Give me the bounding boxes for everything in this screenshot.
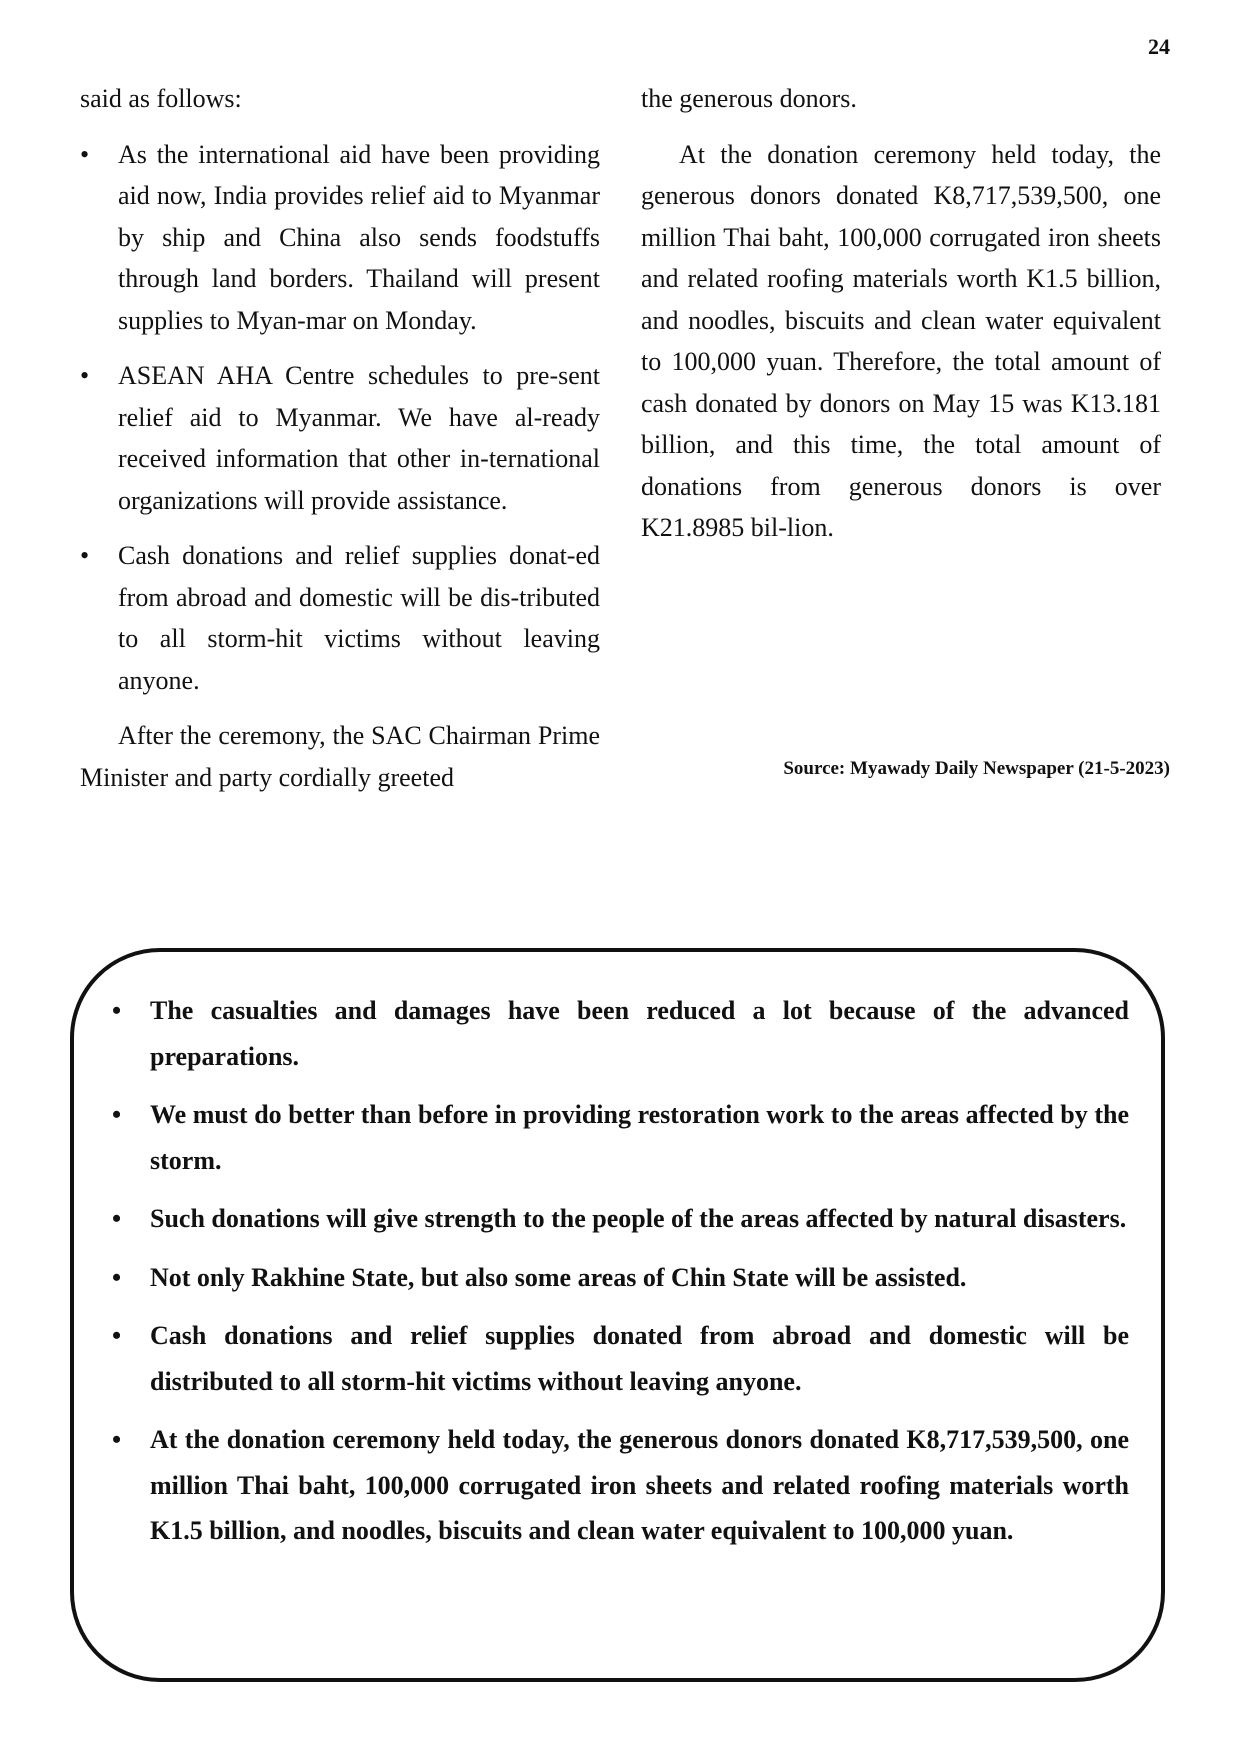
summary-item: • The casualties and damages have been reduced a lot because of the advanced preparations.	[112, 988, 1129, 1079]
list-item: • Cash donations and relief supplies donat-ed from abroad and domestic will be dis-tributed to all storm-hit victims without leaving anyone.	[80, 535, 600, 701]
continuation-text: the generous donors.	[641, 84, 857, 113]
list-item: • ASEAN AHA Centre schedules to pre-sent relief aid to Myanmar. We have al-ready received information that other in-ternational organizations will provide assistance.	[80, 355, 600, 521]
bullet-list	[80, 134, 600, 702]
summary-box	[70, 948, 1165, 1682]
left-column	[80, 78, 600, 798]
source-citation: Source: Myawady Daily Newspaper (21-5-2023)	[783, 758, 1170, 779]
summary-item: • At the donation ceremony held today, the generous donors donated K8,717,539,500, one million Thai baht, 100,000 corrugated iron sheets and related roofing materials worth K1.5 billion, and noodles, biscuits and clean water equivalent to 100,000 yuan.	[112, 1417, 1129, 1554]
intro-text: said as follows:	[80, 84, 242, 113]
right-column	[641, 78, 1161, 549]
summary-list	[112, 988, 1129, 1567]
summary-item: • Cash donations and relief supplies donated from abroad and domestic will be distributed to all storm-hit victims without leaving anyone.	[112, 1313, 1129, 1404]
summary-item: • Such donations will give strength to the people of the areas affected by natural disasters.	[112, 1196, 1129, 1242]
page-number: 24	[1148, 34, 1170, 59]
summary-item: • Not only Rakhine State, but also some areas of Chin State will be assisted.	[112, 1255, 1129, 1301]
closing-paragraph: After the ceremony, the SAC Chairman Prime Minister and party cordially greeted	[80, 721, 600, 792]
list-item: • As the international aid have been providing aid now, India provides relief aid to Myanmar by ship and China also sends foodstuffs through land borders. Thailand will present supplies to Myan-mar on Monday.	[80, 134, 600, 342]
donation-paragraph: At the donation ceremony held today, the generous donors donated K8,717,539,500, one million Thai baht, 100,000 corrugated iron sheets and related roofing materials worth K1.5 billion, and noodles, biscuits and clean water equivalent to 100,000 yuan. Therefore, the total amount of cash donated by donors on May 15 was K13.181 billion, and this time, the total amount of donations from generous donors is over K21.8985 bil-lion.	[641, 139, 1161, 542]
summary-item: • We must do better than before in providing restoration work to the areas affected by the storm.	[112, 1092, 1129, 1183]
